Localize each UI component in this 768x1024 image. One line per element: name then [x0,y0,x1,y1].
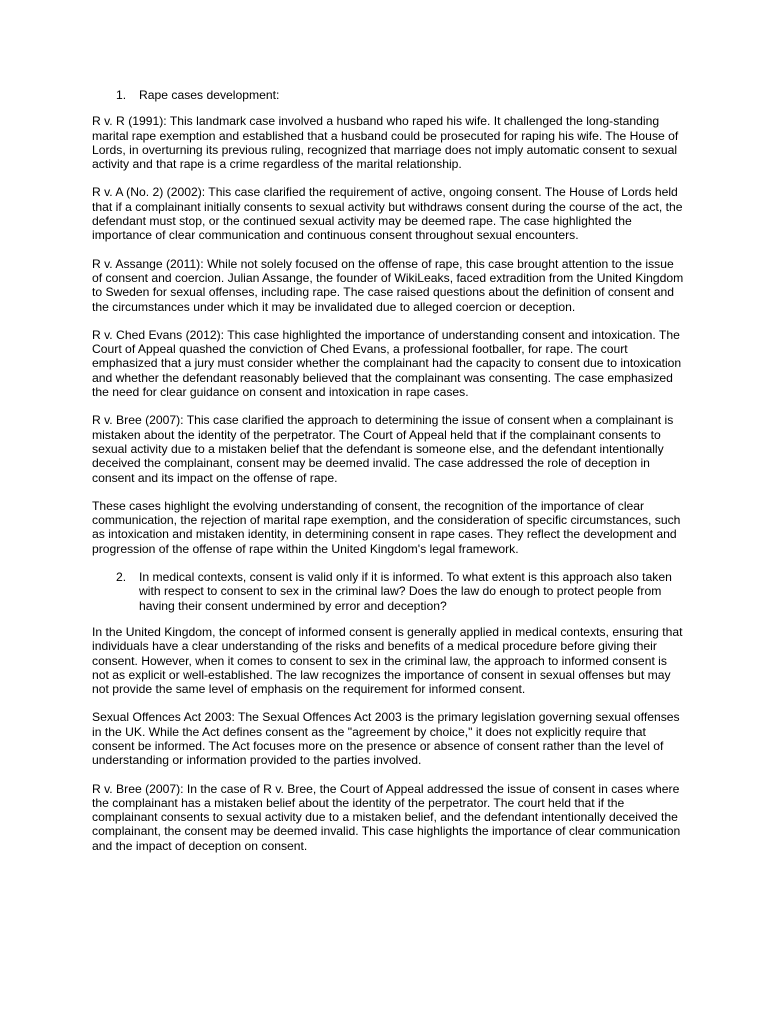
document-body [92,88,684,867]
section-heading-2 [116,570,684,613]
section-number: 2. [116,570,127,585]
paragraph-r-v-ched-evans: R v. Ched Evans (2012): This case highlighted the importance of understanding consent and intoxication. The Court of Appeal quashed the conviction of Ched Evans, a professional footballer, for rape. The court emphasized that a jury must consider whether the complainant had the capacity to consent due to intoxication and whether the defendant reasonably believed that the complainant was consenting. The case emphasized the need for clear guidance on consent and intoxication in rape cases. [92,327,682,400]
paragraph-informed-consent: In the United Kingdom, the concept of informed consent is generally applied in medical contexts, ensuring that individuals have a clear understanding of the risks and benefits of a medical procedure before giving their consent. However, when it comes to consent to sex in the criminal law, the approach to informed consent is not as explicit or well-established. The law recognizes the importance of consent in sexual offenses but may not provide the same level of emphasis on the requirement for informed consent. [92,624,683,697]
section-heading-1 [116,88,684,102]
paragraph-r-v-r: R v. R (1991): This landmark case involved a husband who raped his wife. It challenged the long-standing marital rape exemption and established that a husband could be prosecuted for raping his wife. The House of Lords, in overturning its previous ruling, recognized that marriage does not imply automatic consent to sexual activity and that rape is a crime regardless of the marital relationship. [92,114,679,172]
paragraph-r-v-assange: R v. Assange (2011): While not solely focused on the offense of rape, this case brought attention to the issue of consent and coercion. Julian Assange, the founder of WikiLeaks, faced extradition from the United Kingdom to Sweden for sexual offenses, including rape. The case raised questions about the definition of consent and the circumstances under which it may be invalidated due to alleged coercion or deception. [92,256,684,314]
paragraph-r-v-bree-2: R v. Bree (2007): In the case of R v. Bree, the Court of Appeal addressed the issue of consent in cases where the complainant has a mistaken belief about the identity of the perpetrator. The court held that if the complainant consents to sexual activity due to a mistaken belief, and the defendant intentionally deceived the complainant, the consent may be deemed invalid. This case highlights the importance of clear communication and the impact of deception on consent. [92,781,681,853]
section-question: In medical contexts, consent is valid only if it is informed. To what extent is this approach also taken with respect to consent to sex in the criminal law? Does the law do enough to protect people from having their consent undermined by error and deception? [139,570,672,613]
paragraph-sexual-offences-act: Sexual Offences Act 2003: The Sexual Offences Act 2003 is the primary legislation governing sexual offenses in the UK. While the Act defines consent as the "agreement by choice," it does not explicitly require that consent be informed. The Act focuses more on the presence or absence of consent rather than the level of understanding or information provided to the parties involved. [92,710,680,768]
paragraph-r-v-bree: R v. Bree (2007): This case clarified the approach to determining the issue of consent when a complainant is mistaken about the identity of the perpetrator. The Court of Appeal held that if the complainant consents to sexual activity due to a mistaken belief that the defendant is someone else, and the defendant intentionally deceived the complainant, consent may be deemed invalid. The case addressed the role of deception in consent and its impact on the offense of rape. [92,413,674,485]
paragraph-r-v-a: R v. A (No. 2) (2002): This case clarified the requirement of active, ongoing consent. The House of Lords held that if a complainant initially consents to sexual activity but withdraws consent during the course of the act, the defendant must stop, or the continued sexual activity may be deemed rape. The case highlighted the importance of clear communication and continuous consent throughout sexual encounters. [92,185,683,243]
section-title: Rape cases development: [139,88,280,102]
paragraph-summary: These cases highlight the evolving understanding of consent, the recognition of the importance of clear communication, the rejection of marital rape exemption, and the consideration of specific circumstances, such as intoxication and mistaken identity, in determining consent in rape cases. They reflect the development and progression of the offense of rape within the United Kingdom's legal framework. [92,498,681,556]
section-number: 1. [116,88,127,102]
